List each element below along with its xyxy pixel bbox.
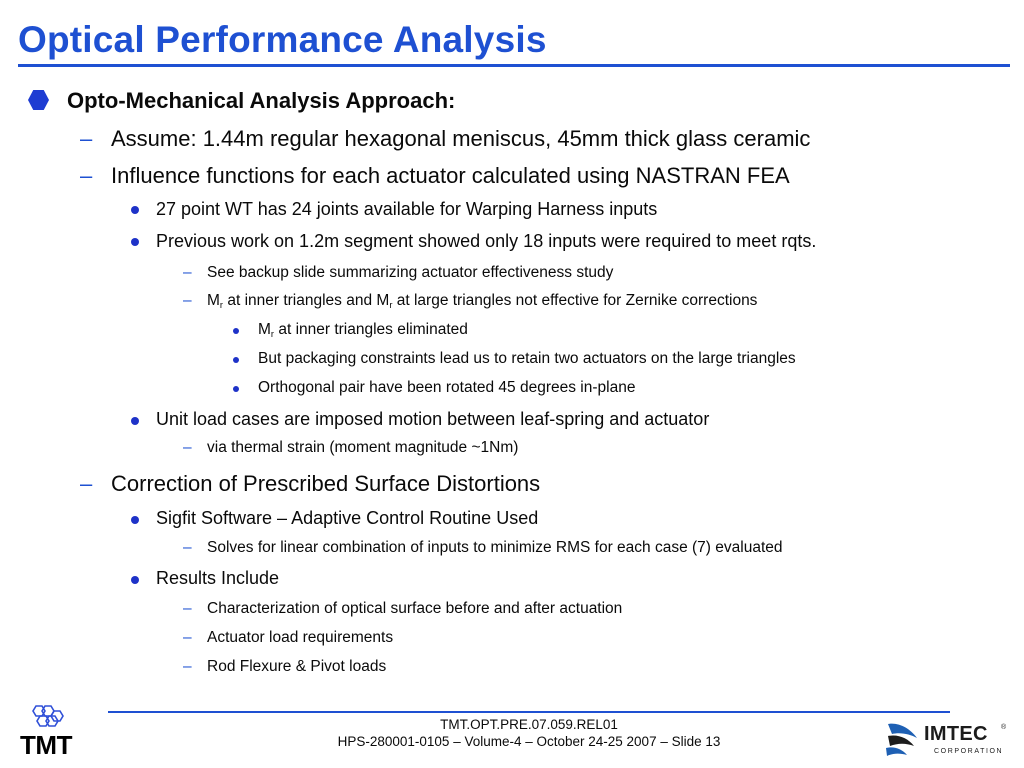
circle-bullet-icon (233, 328, 239, 334)
registered-mark: ® (1001, 724, 1007, 731)
dash-marker: – (80, 126, 93, 151)
circle-bullet-icon (131, 238, 139, 246)
mr-text-end: at large triangles not effective for Zernike corrections (392, 292, 758, 309)
bullet-unit-load-cases: Unit load cases are imposed motion between leaf-spring and actuator (156, 409, 710, 429)
dash-marker: – (183, 292, 192, 309)
footer-document-id: TMT.OPT.PRE.07.059.REL01 (440, 717, 618, 732)
circle-bullet-icon (131, 576, 139, 584)
circle-bullet-icon (131, 516, 139, 524)
bullet-sigfit-software: Sigfit Software – Adaptive Control Routine Used (156, 508, 539, 528)
swoosh-emblem-icon (884, 718, 922, 758)
bullet-thermal-strain: via thermal strain (moment magnitude ~1Nm) (207, 439, 519, 456)
dash-marker: – (183, 658, 192, 675)
slide-title: Optical Performance Analysis (18, 19, 547, 60)
subscript-r: r (270, 329, 275, 339)
dash-marker: – (80, 163, 93, 188)
bullet-actuator-load: Actuator load requirements (207, 629, 394, 646)
stacked-hexagons-icon (26, 704, 66, 730)
bullet-orthogonal-pair: Orthogonal pair have been rotated 45 degrees in-plane (258, 379, 636, 396)
mr-eliminated-text: at inner triangles eliminated (274, 321, 468, 338)
dash-marker: – (183, 539, 192, 556)
circle-bullet-icon (131, 206, 139, 214)
tmt-wordmark: TMT (20, 730, 72, 760)
bullet-characterization: Characterization of optical surface before and after actuation (207, 600, 623, 617)
bullet-mr-triangles (207, 292, 757, 310)
imtec-corporation-label: CORPORATION (934, 748, 1004, 755)
imtec-logo (884, 718, 1010, 762)
imtec-wordmark: IMTEC (924, 723, 988, 745)
hexagon-bullet-icon (28, 90, 49, 110)
dash-marker: – (183, 439, 192, 456)
dash-marker: – (80, 471, 93, 496)
bullet-influence-functions: Influence functions for each actuator calculated using NASTRAN FEA (111, 163, 790, 188)
circle-bullet-icon (233, 386, 239, 392)
footer-meeting-info: HPS-280001-0105 – Volume-4 – October 24-25 2007 – Slide 13 (337, 734, 721, 749)
bullet-27-point-wt: 27 point WT has 24 joints available for Warping Harness inputs (156, 199, 658, 219)
footer-rule (108, 711, 950, 713)
dash-marker: – (183, 264, 192, 281)
subscript-r: r (219, 300, 224, 310)
bullet-assume: Assume: 1.44m regular hexagonal meniscus, 45mm thick glass ceramic (111, 126, 811, 151)
bullet-mr-eliminated (258, 321, 468, 339)
dash-marker: – (183, 600, 192, 617)
mr-symbol: M (207, 292, 220, 309)
subscript-r: r (389, 300, 393, 310)
bullet-backup-slide: See backup slide summarizing actuator effectiveness study (207, 264, 614, 281)
mr-symbol: M (258, 321, 271, 338)
bullet-solves-linear: Solves for linear combination of inputs to minimize RMS for each case (7) evaluated (207, 539, 783, 556)
bullet-level0-heading: Opto-Mechanical Analysis Approach: (67, 88, 456, 113)
bullet-previous-work: Previous work on 1.2m segment showed only 18 inputs were required to meet rqts. (156, 231, 817, 251)
bullet-rod-flexure: Rod Flexure & Pivot loads (207, 658, 387, 675)
circle-bullet-icon (131, 417, 139, 425)
tmt-logo (14, 704, 78, 760)
bullet-correction: Correction of Prescribed Surface Distortions (111, 471, 541, 496)
mr-text-middle: at inner triangles and M (223, 292, 390, 309)
dash-marker: – (183, 629, 192, 646)
bullet-results-include: Results Include (156, 568, 280, 588)
bullet-packaging-constraints: But packaging constraints lead us to retain two actuators on the large triangles (258, 350, 796, 367)
circle-bullet-icon (233, 357, 239, 363)
